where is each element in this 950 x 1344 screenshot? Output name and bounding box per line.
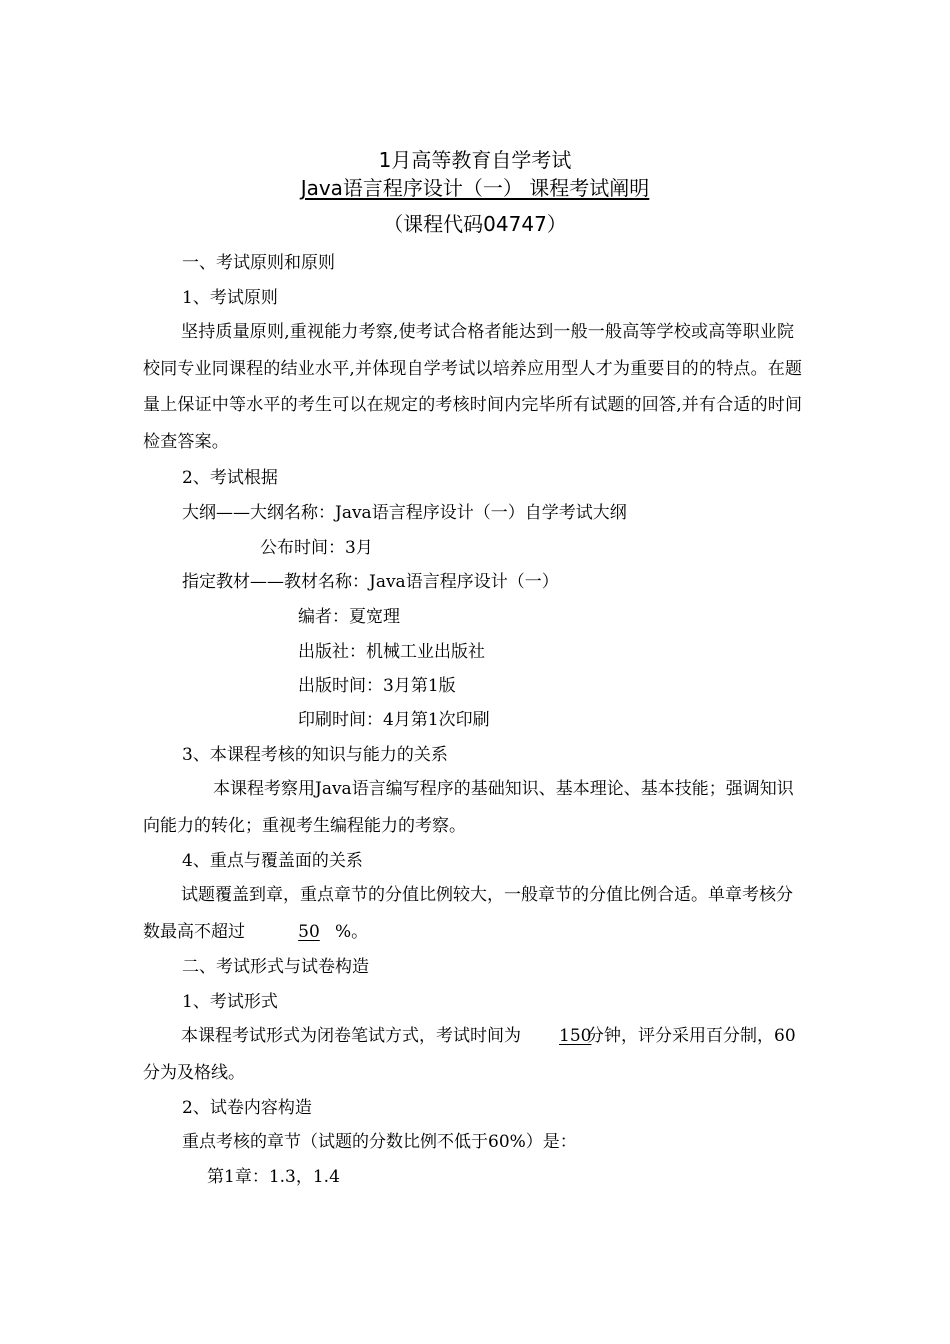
outline-publish-time: 公布时间：3月 <box>260 538 373 558</box>
exam-form-text-pre: 本课程考试形式为闭卷笔试方式，考试时间为 <box>181 1026 521 1046</box>
subheading-2-2: 2、试卷内容构造 <box>182 1098 312 1118</box>
textbook-pub-time: 出版时间：3月第1版 <box>298 676 456 696</box>
outline-name: 大纲——大纲名称：Java语言程序设计（一）自学考试大纲 <box>182 503 627 523</box>
textbook-publisher: 出版社：机械工业出版社 <box>298 642 485 662</box>
subheading-1-1: 1、考试原则 <box>182 288 278 308</box>
subheading-1-4: 4、重点与覆盖面的关系 <box>182 851 363 871</box>
paragraph-coverage <box>143 877 808 950</box>
max-score-percent: 50 <box>298 921 320 942</box>
exam-duration: 150 <box>559 1026 592 1046</box>
paragraph-knowledge-ability: 本课程考察用Java语言编写程序的基础知识、基本理论、基本技能；强调知识向能力的转化；重视考生编程能力的考察。 <box>143 779 794 836</box>
subheading-1-2: 2、考试根据 <box>182 468 278 488</box>
exam-title: 1月高等教育自学考试 <box>378 148 572 172</box>
chapter-1-item: 第1章：1.3，1.4 <box>207 1167 340 1187</box>
coverage-text-pre: 试题覆盖到章，重点章节的分值比例较大，一般章节的分值比例合适。单章考核分数最高不超过 <box>143 885 793 942</box>
section-heading-1: 一、考试原则和原则 <box>182 253 335 273</box>
coverage-text-post: %。 <box>335 921 369 942</box>
course-code: （课程代码04747） <box>383 212 567 236</box>
section-heading-2: 二、考试形式与试卷构造 <box>182 957 369 977</box>
textbook-name: 指定教材——教材名称：Java语言程序设计（一） <box>182 572 559 592</box>
textbook-print-time: 印刷时间：4月第1次印刷 <box>298 710 490 730</box>
subheading-2-1: 1、考试形式 <box>182 992 278 1012</box>
exam-form-text-post: 分钟，评分采用百分制，60分为及格线。 <box>143 1026 796 1083</box>
key-chapters-intro: 重点考核的章节（试题的分数比例不低于60%）是： <box>182 1132 577 1152</box>
textbook-editor: 编者：夏宽理 <box>298 607 400 627</box>
course-title: Java语言程序设计（一） 课程考试阐明 <box>300 176 650 200</box>
paragraph-exam-form <box>143 1018 808 1091</box>
subheading-1-3: 3、本课程考核的知识与能力的关系 <box>182 745 448 765</box>
paragraph-exam-principle: 坚持质量原则,重视能力考察,使考试合格者能达到一般一般高等学校或高等职业院校同专业同课程的结业水平,并体现自学考试以培养应用型人才为重要目的的特点。在题量上保证中等水平的考生可以在规定的考核时间内完毕所有试题的回答,并有合适的时间检查答案。 <box>143 322 803 453</box>
